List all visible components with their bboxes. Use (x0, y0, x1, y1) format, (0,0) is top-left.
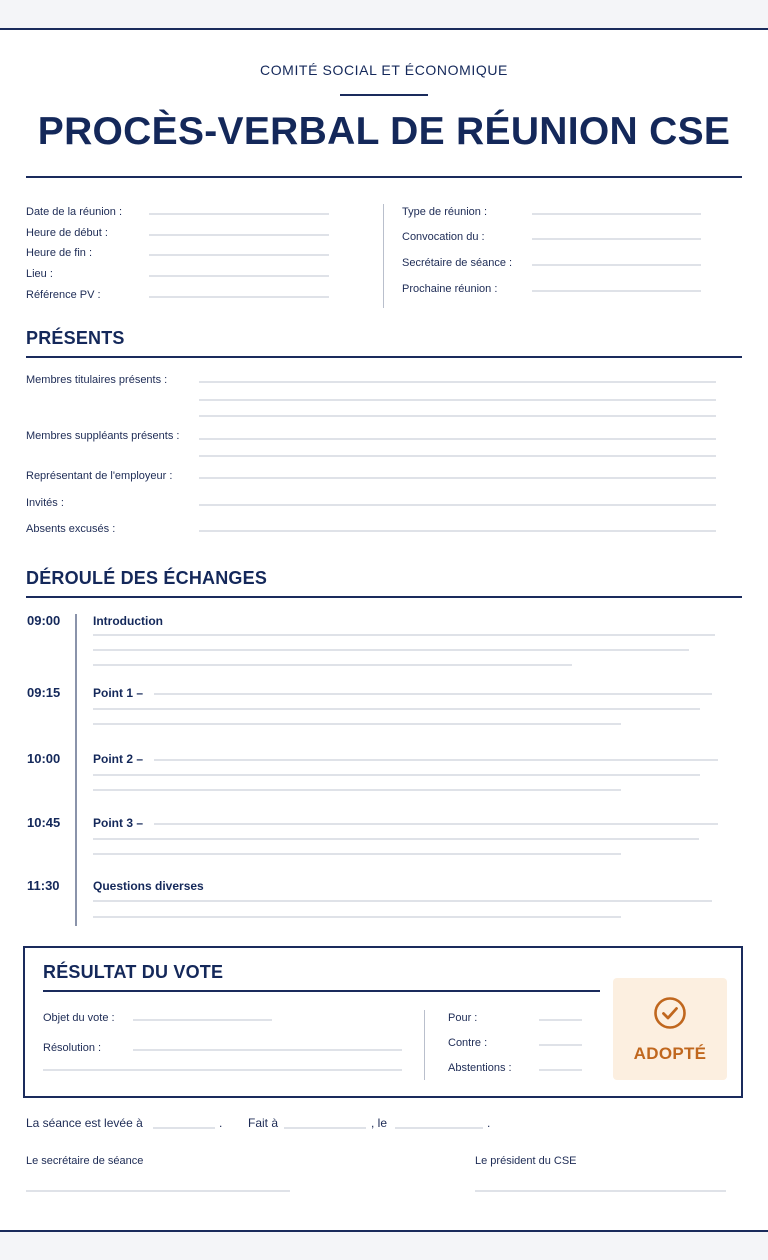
titular-members-field[interactable] (199, 415, 716, 417)
reference-field[interactable] (149, 296, 329, 298)
location-field[interactable] (149, 275, 329, 277)
convocation-field[interactable] (532, 238, 701, 240)
abstentions-field[interactable] (539, 1069, 582, 1071)
votes-against-label: Contre : (448, 1037, 488, 1049)
date-separator: , le (371, 1116, 388, 1130)
next-meeting-field[interactable] (532, 290, 701, 292)
end-time-field[interactable] (149, 254, 329, 256)
agenda-notes-line[interactable] (93, 900, 712, 902)
meeting-date-field[interactable] (149, 213, 329, 215)
agenda-item-questions: Questions diverses (93, 879, 204, 893)
vote-heading: RÉSULTAT DU VOTE (43, 962, 224, 982)
closing-date-field[interactable] (395, 1127, 483, 1129)
agenda-notes-line[interactable] (93, 916, 621, 918)
agenda-item-point-1: Point 1 – (93, 686, 144, 700)
made-at-label: Fait à (248, 1116, 279, 1130)
substitute-members-field[interactable] (199, 438, 716, 440)
start-time-field[interactable] (149, 234, 329, 236)
attendees-heading: PRÉSENTS (26, 328, 125, 348)
agenda-notes-line[interactable] (93, 789, 621, 791)
session-closed-label: La séance est levée à (26, 1116, 143, 1130)
secretary-signature-field[interactable] (26, 1190, 290, 1192)
vote-rule (43, 990, 600, 992)
info-column-divider (383, 204, 384, 308)
resolution-label: Résolution : (43, 1042, 102, 1054)
agenda-item-introduction: Introduction (93, 614, 163, 628)
agenda-time-4: 11:30 (27, 878, 60, 893)
agenda-notes-line[interactable] (93, 634, 715, 636)
president-signature-label: Le président du CSE (475, 1155, 577, 1167)
abstentions-label: Abstentions : (448, 1062, 512, 1074)
agenda-notes-line[interactable] (93, 774, 700, 776)
titular-members-label: Membres titulaires présents : (26, 374, 168, 386)
document-title: PROCÈS-VERBAL DE RÉUNION CSE (37, 110, 731, 153)
start-time-label: Heure de début : (26, 227, 108, 239)
document-page (0, 28, 768, 1232)
header-accent-rule (340, 94, 428, 96)
employer-rep-label: Représentant de l'employeur : (26, 470, 173, 482)
vote-object-label: Objet du vote : (43, 1012, 115, 1024)
timeline-line (75, 614, 77, 926)
agenda-heading: DÉROULÉ DES ÉCHANGES (26, 568, 268, 588)
meeting-type-field[interactable] (532, 213, 701, 215)
employer-rep-field[interactable] (199, 477, 716, 479)
vote-object-field[interactable] (133, 1019, 272, 1021)
adopted-badge (613, 978, 727, 1080)
end-time-label: Heure de fin : (26, 247, 93, 259)
agenda-notes-line[interactable] (93, 708, 700, 710)
closing-period: . (219, 1116, 223, 1130)
agenda-notes-line[interactable] (93, 838, 699, 840)
votes-for-field[interactable] (539, 1019, 582, 1021)
agenda-point-title-field[interactable] (154, 693, 712, 695)
convocation-label: Convocation du : (402, 231, 485, 243)
agenda-point-title-field[interactable] (154, 759, 718, 761)
next-meeting-label: Prochaine réunion : (402, 283, 498, 295)
substitute-members-field[interactable] (199, 455, 716, 457)
excused-absent-field[interactable] (199, 530, 716, 532)
guests-label: Invités : (26, 497, 64, 509)
excused-absent-label: Absents excusés : (26, 523, 116, 535)
made-at-field[interactable] (284, 1127, 366, 1129)
closing-time-field[interactable] (153, 1127, 215, 1129)
titular-members-field[interactable] (199, 399, 716, 401)
organization-name: COMITÉ SOCIAL ET ÉCONOMIQUE (259, 62, 508, 78)
attendees-rule (26, 356, 742, 358)
agenda-notes-line[interactable] (93, 664, 572, 666)
agenda-rule (26, 596, 742, 598)
location-label: Lieu : (26, 268, 53, 280)
secretary-label: Secrétaire de séance : (402, 257, 513, 269)
president-signature-field[interactable] (475, 1190, 726, 1192)
agenda-notes-line[interactable] (93, 649, 689, 651)
meeting-type-label: Type de réunion : (402, 206, 488, 218)
secretary-field[interactable] (532, 264, 701, 266)
reference-label: Référence PV : (26, 289, 101, 301)
agenda-item-point-2: Point 2 – (93, 752, 144, 766)
agenda-time-3: 10:45 (27, 815, 61, 830)
final-period: . (487, 1116, 491, 1130)
check-circle-icon (653, 996, 687, 1030)
agenda-item-point-3: Point 3 – (93, 816, 144, 830)
vote-column-divider (424, 1010, 425, 1080)
meeting-date-label: Date de la réunion : (26, 206, 123, 218)
resolution-field[interactable] (43, 1069, 402, 1071)
title-divider (26, 176, 742, 178)
votes-for-label: Pour : (448, 1012, 478, 1024)
adopted-label: ADOPTÉ (633, 1044, 707, 1063)
secretary-signature-label: Le secrétaire de séance (26, 1155, 144, 1167)
substitute-members-label: Membres suppléants présents : (26, 430, 180, 442)
vote-result-box (23, 946, 743, 1098)
titular-members-field[interactable] (199, 381, 716, 383)
guests-field[interactable] (199, 504, 716, 506)
votes-against-field[interactable] (539, 1044, 582, 1046)
agenda-notes-line[interactable] (93, 853, 621, 855)
agenda-notes-line[interactable] (93, 723, 621, 725)
agenda-point-title-field[interactable] (154, 823, 718, 825)
agenda-time-0: 09:00 (27, 613, 61, 628)
agenda-time-2: 10:00 (27, 751, 61, 766)
resolution-field[interactable] (133, 1049, 402, 1051)
agenda-time-1: 09:15 (27, 685, 61, 700)
